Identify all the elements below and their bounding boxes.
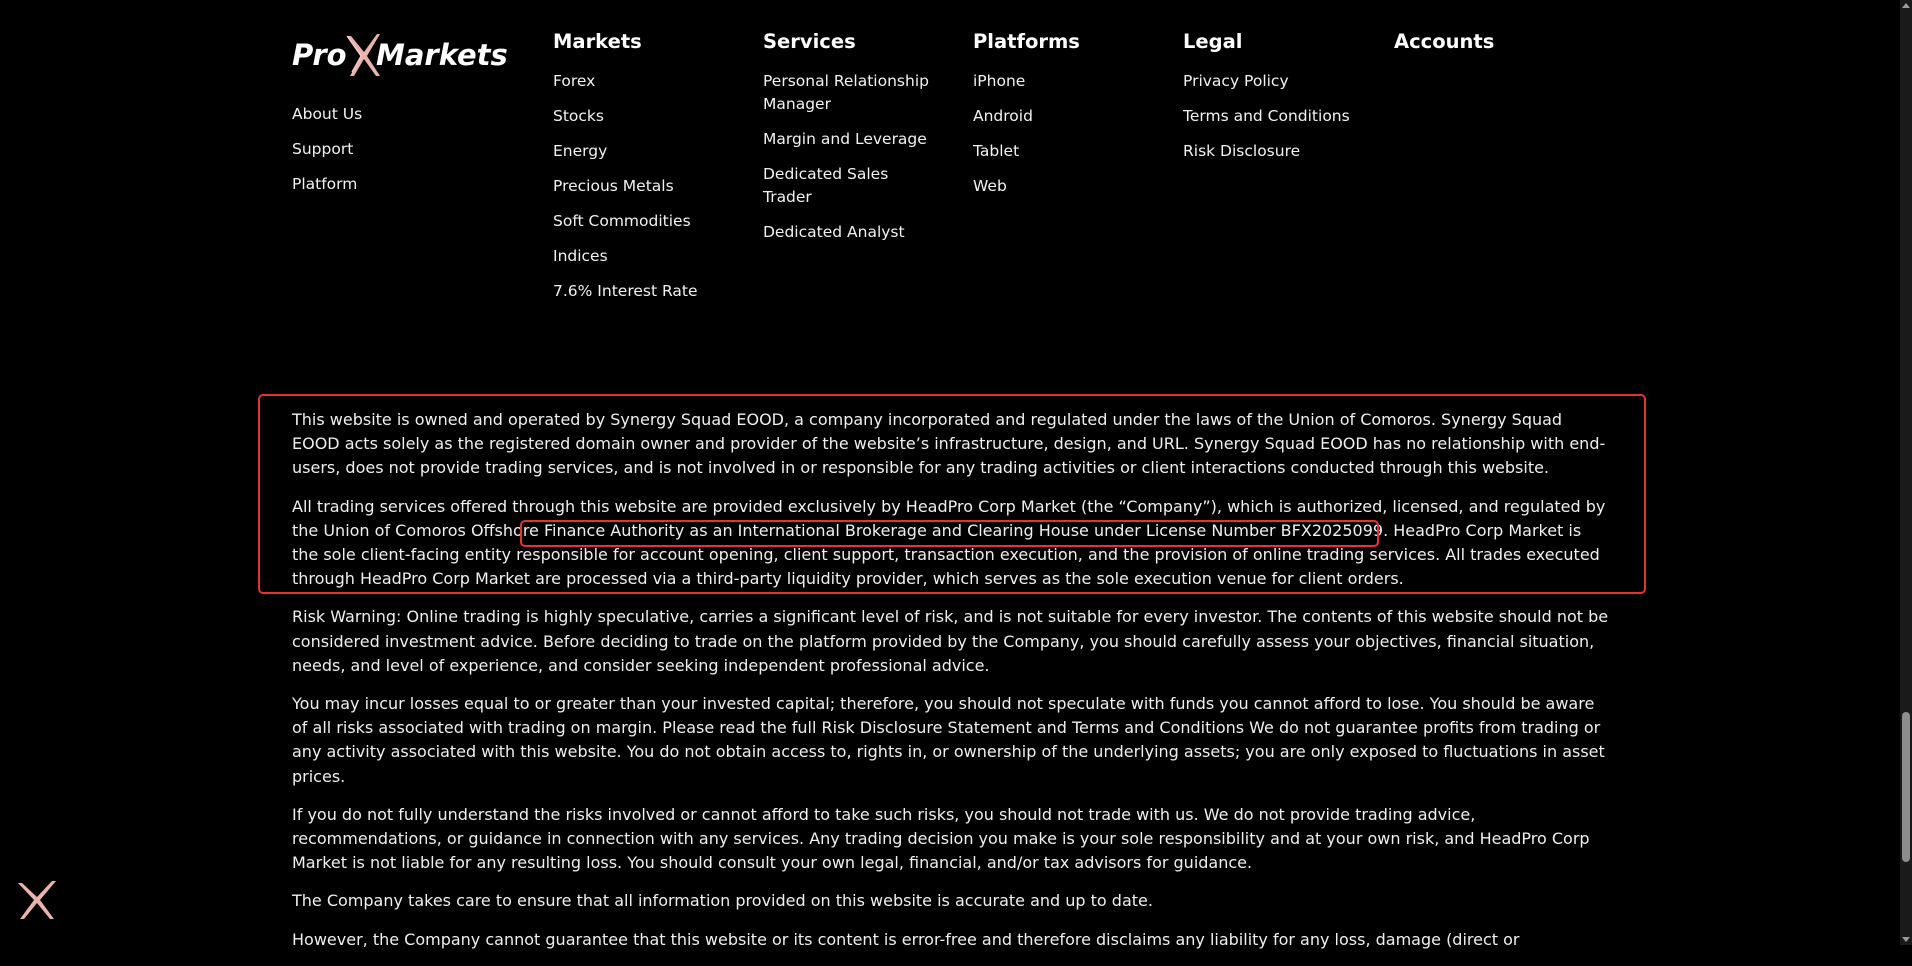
scrollbar-thumb[interactable] xyxy=(1902,712,1910,862)
disclaimer-losses: You may incur losses equal to or greater than your invested capital; therefore, you should not speculate with funds you cannot afford to lose. You should be aware of all risks associated with trading on margin. Please read the full Risk Disclosure Statement and Terms and Conditions We do not guarantee profits from trading or any activity associated with this website. You do not obtain access to, rights in, or ownership of the underlying assets; you are only exposed to fluctuations in asset prices. xyxy=(292,694,1605,786)
link-dedicated-analyst[interactable]: Dedicated Analyst xyxy=(763,223,905,241)
link-web[interactable]: Web xyxy=(973,177,1007,195)
services-column xyxy=(763,30,943,256)
footer-nav xyxy=(292,0,1632,380)
link-terms-and-conditions[interactable]: Terms and Conditions xyxy=(1183,107,1350,125)
scroll-down-icon[interactable] xyxy=(1902,937,1910,942)
link-dedicated-sales-trader[interactable]: Dedicated Sales Trader xyxy=(763,165,889,206)
link-stocks[interactable]: Stocks xyxy=(553,107,604,125)
link-forex[interactable]: Forex xyxy=(553,72,596,90)
x-logo-icon[interactable] xyxy=(12,875,62,925)
platforms-heading: Platforms xyxy=(973,30,1080,53)
disclaimer-accuracy: The Company takes care to ensure that all information provided on this website is accurate and up to date. xyxy=(292,891,1153,911)
accounts-column xyxy=(1394,30,1594,70)
link-about-us[interactable]: About Us xyxy=(292,105,363,123)
link-platform[interactable]: Platform xyxy=(292,175,358,193)
legal-column xyxy=(1183,30,1383,175)
link-risk-disclosure[interactable]: Risk Disclosure xyxy=(1183,142,1301,160)
legal-disclaimer xyxy=(292,408,1610,966)
markets-heading: Markets xyxy=(553,30,642,53)
link-soft-commodities[interactable]: Soft Commodities xyxy=(553,212,691,230)
disclaimer-advice: If you do not fully understand the risks involved or cannot afford to take such risks, you should not trade with us. We do not provide trading advice, recommendations, or guidance in connection with any services. Any trading decision you make is your sole responsibility and at your own risk, and HeadPro Corp Market is not liable for any resulting loss. You should consult your own legal, financial, and/or tax advisors for guidance. xyxy=(292,804,1590,873)
link-privacy-policy[interactable]: Privacy Policy xyxy=(1183,72,1289,90)
platforms-column xyxy=(973,30,1173,210)
brand-links xyxy=(292,104,362,209)
markets-column xyxy=(553,30,753,315)
link-interest-rate[interactable]: 7.6% Interest Rate xyxy=(553,282,698,300)
disclaimer-risk-warning: Risk Warning: Online trading is highly speculative, carries a significant level of risk, and is not suitable for every investor. The contents of this website should not be considered investment advice. Before deciding to trade on the platform provided by the Company, you should carefully assess your objectives, financial situation, needs, and level of experience, and consider seeking independent professional advice. xyxy=(292,607,1609,675)
legal-heading: Legal xyxy=(1183,30,1243,53)
link-margin-and-leverage[interactable]: Margin and Leverage xyxy=(763,130,927,148)
link-iphone[interactable]: iPhone xyxy=(973,72,1026,90)
link-personal-relationship-manager[interactable]: Personal Relationship Manager xyxy=(763,72,929,113)
disclaimer-liability: However, the Company cannot guarantee that this website or its content is error-free and therefore disclaims any liability for any loss, damage (direct or xyxy=(292,929,1520,949)
logo-text-right: Markets xyxy=(376,38,508,72)
brand-logo[interactable] xyxy=(292,30,508,80)
link-energy[interactable]: Energy xyxy=(553,142,608,160)
link-android[interactable]: Android xyxy=(973,107,1033,125)
disclaimer-ownership: This website is owned and operated by Synergy Squad EOOD, a company incorporated and regulated under the laws of the Union of Comoros. Synergy Squad EOOD acts solely as the registered domain owner and provider of the website’s infrastructure, design, and URL. Synergy Squad EOOD has no relationship with end-users, does not provide trading services, and is not involved in or responsible for any trading activities or client interactions conducted through this website. xyxy=(292,410,1606,478)
scroll-up-icon[interactable] xyxy=(1902,3,1910,8)
page-scrollbar[interactable] xyxy=(1900,0,1912,945)
link-precious-metals[interactable]: Precious Metals xyxy=(553,177,674,195)
link-tablet[interactable]: Tablet xyxy=(973,142,1020,160)
link-indices[interactable]: Indices xyxy=(553,247,608,265)
logo-text-left: Pro xyxy=(292,38,347,72)
services-heading: Services xyxy=(763,30,856,53)
link-support[interactable]: Support xyxy=(292,140,354,158)
disclaimer-regulation: All trading services offered through this website are provided exclusively by HeadPro Corp Market (the “Company”), which is authorized, licensed, and regulated by the Union of Comoros Offshore Finance Authority as an International Brokerage and Clearing House under License Number BFX2025099. HeadPro Corp Market is the sole client-facing entity responsible for account opening, client support, transaction execution, and the provision of online trading services. All trades executed through HeadPro Corp Market are processed via a third-party liquidity provider, which serves as the sole execution venue for client orders. xyxy=(292,496,1606,589)
accounts-heading[interactable]: Accounts xyxy=(1394,30,1495,53)
